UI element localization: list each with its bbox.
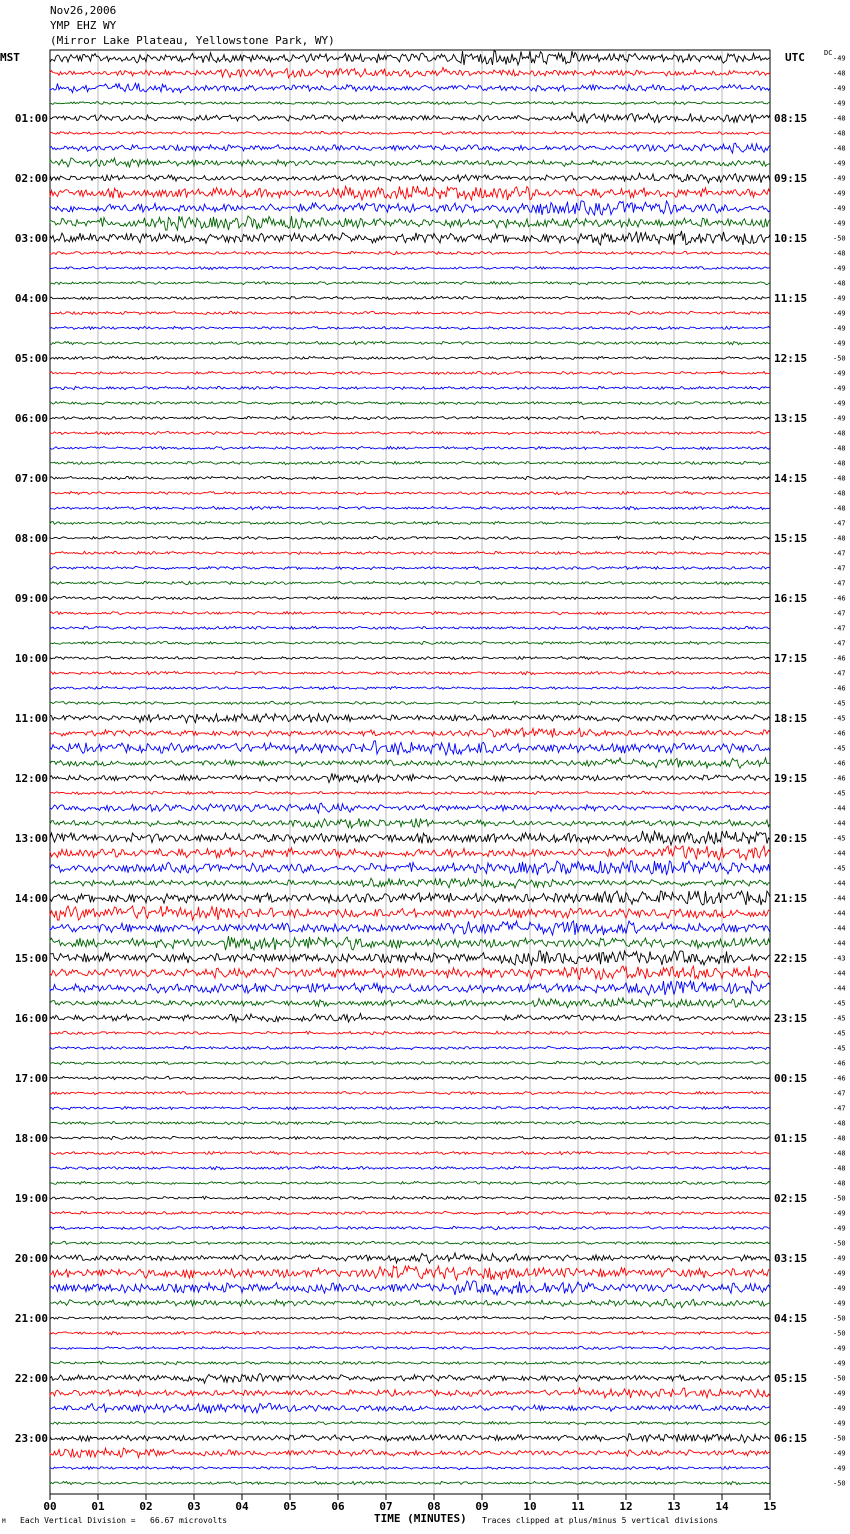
trace-row-30 [50, 491, 770, 494]
trace-row-51 [50, 803, 770, 813]
dc-offset-row-20: -49 [833, 339, 846, 348]
trace-row-44 [50, 701, 770, 704]
dc-offset-row-86: -50 [833, 1329, 846, 1338]
dc-offset-row-87: -49 [833, 1344, 846, 1353]
trace-row-53 [50, 831, 770, 845]
trace-row-81 [50, 1253, 770, 1263]
dc-offset-row-18: -49 [833, 309, 846, 318]
right-hour-label-15: 22:15 [774, 952, 808, 965]
trace-row-6 [50, 131, 770, 134]
dc-offset-row-94: -49 [833, 1449, 846, 1458]
trace-row-96 [50, 1481, 770, 1484]
dc-offset-row-37: -46 [833, 594, 846, 603]
trace-row-17 [50, 296, 770, 299]
trace-row-8 [50, 158, 770, 168]
trace-row-28 [50, 461, 770, 464]
trace-row-1 [50, 51, 770, 65]
dc-offset-row-23: -49 [833, 384, 846, 393]
dc-offset-row-45: -45 [833, 714, 846, 723]
dc-offset-row-2: -48 [833, 69, 846, 78]
trace-row-57 [50, 891, 770, 905]
dc-offset-row-54: -44 [833, 849, 846, 858]
dc-offset-row-14: -48 [833, 249, 846, 258]
left-hour-label-4: 04:00 [14, 292, 48, 305]
x-tick-label-10: 10 [523, 1500, 537, 1513]
trace-row-77 [50, 1196, 770, 1199]
trace-row-14 [50, 251, 770, 254]
dc-offset-row-68: -46 [833, 1059, 846, 1068]
dc-offset-row-83: -49 [833, 1284, 846, 1293]
trace-row-64 [50, 998, 770, 1008]
right-hour-label-11: 18:15 [774, 712, 808, 725]
trace-row-95 [50, 1466, 770, 1469]
scale-note: Each Vertical Division = 66.67 microvolts [20, 1516, 228, 1525]
clip-note: Traces clipped at plus/minus 5 vertical divisions [482, 1516, 719, 1525]
trace-row-89 [50, 1373, 770, 1383]
dc-offset-row-7: -48 [833, 144, 846, 153]
left-hour-label-16: 16:00 [14, 1012, 48, 1025]
dc-offset-row-30: -48 [833, 489, 846, 498]
trace-row-12 [50, 216, 770, 230]
left-hour-label-21: 21:00 [14, 1312, 48, 1325]
trace-row-29 [50, 476, 770, 479]
dc-offset-row-74: -48 [833, 1149, 846, 1158]
trace-row-50 [50, 791, 770, 794]
trace-row-22 [50, 371, 770, 374]
dc-offset-row-65: -45 [833, 1014, 846, 1023]
right-hour-label-19: 02:15 [774, 1192, 808, 1205]
corner-mark: M [2, 1518, 6, 1525]
dc-offset-row-26: -48 [833, 429, 846, 438]
trace-row-20 [50, 341, 770, 344]
dc-offset-row-78: -49 [833, 1209, 846, 1218]
x-tick-label-15: 15 [763, 1500, 777, 1513]
x-tick-label-03: 03 [187, 1500, 201, 1513]
dc-offset-row-33: -48 [833, 534, 846, 543]
right-hour-label-13: 20:15 [774, 832, 808, 845]
dc-offset-row-44: -45 [833, 699, 846, 708]
dc-offset-row-36: -47 [833, 579, 846, 588]
trace-row-62 [50, 966, 770, 980]
right-hour-label-22: 05:15 [774, 1372, 808, 1385]
dc-offset-row-55: -45 [833, 864, 846, 873]
trace-row-58 [50, 906, 770, 920]
trace-row-63 [50, 981, 770, 995]
dc-offset-row-53: -45 [833, 834, 846, 843]
trace-row-7 [50, 143, 770, 153]
dc-offset-row-85: -50 [833, 1314, 846, 1323]
trace-row-56 [50, 878, 770, 888]
trace-row-68 [50, 1061, 770, 1064]
dc-offset-row-80: -50 [833, 1239, 846, 1248]
right-hour-label-18: 01:15 [774, 1132, 808, 1145]
dc-offset-row-50: -45 [833, 789, 846, 798]
trace-row-47 [50, 741, 770, 755]
trace-row-92 [50, 1421, 770, 1424]
station-code: YMP EHZ WY [50, 19, 117, 32]
dc-offset-row-82: -49 [833, 1269, 846, 1278]
left-hour-label-22: 22:00 [14, 1372, 48, 1385]
dc-offset-row-41: -46 [833, 654, 846, 663]
trace-row-40 [50, 641, 770, 644]
x-tick-label-05: 05 [283, 1500, 297, 1513]
dc-offset-row-84: -49 [833, 1299, 846, 1308]
x-tick-label-12: 12 [619, 1500, 633, 1513]
dc-offset-row-48: -46 [833, 759, 846, 768]
left-hour-label-6: 06:00 [14, 412, 48, 425]
trace-row-91 [50, 1403, 770, 1413]
left-hour-label-13: 13:00 [14, 832, 48, 845]
trace-row-73 [50, 1136, 770, 1139]
trace-row-83 [50, 1281, 770, 1295]
x-tick-label-09: 09 [475, 1500, 489, 1513]
dc-offset-row-70: -47 [833, 1089, 846, 1098]
dc-offset-row-46: -46 [833, 729, 846, 738]
dc-offset-row-61: -43 [833, 954, 846, 963]
dc-offset-row-58: -44 [833, 909, 846, 918]
x-tick-label-11: 11 [571, 1500, 585, 1513]
dc-offset-row-34: -47 [833, 549, 846, 558]
left-timezone-label: MST [0, 51, 20, 64]
dc-offset-row-95: -49 [833, 1464, 846, 1473]
x-tick-label-00: 00 [43, 1500, 57, 1513]
dc-offset-row-73: -48 [833, 1134, 846, 1143]
dc-offset-row-4: -49 [833, 99, 846, 108]
dc-offset-row-69: -46 [833, 1074, 846, 1083]
trace-row-72 [50, 1121, 770, 1124]
trace-row-24 [50, 401, 770, 404]
dc-offset-row-64: -45 [833, 999, 846, 1008]
dc-offset-row-76: -48 [833, 1179, 846, 1188]
trace-row-87 [50, 1346, 770, 1349]
left-hour-label-8: 08:00 [14, 532, 48, 545]
dc-offset-row-62: -44 [833, 969, 846, 978]
trace-row-75 [50, 1166, 770, 1169]
trace-row-69 [50, 1076, 770, 1079]
x-tick-label-08: 08 [427, 1500, 441, 1513]
dc-offset-row-56: -44 [833, 879, 846, 888]
dc-offset-row-21: -50 [833, 354, 846, 363]
right-hour-label-10: 17:15 [774, 652, 808, 665]
trace-row-82 [50, 1266, 770, 1280]
trace-row-93 [50, 1434, 770, 1443]
dc-offset-row-96: -50 [833, 1479, 846, 1488]
trace-row-66 [50, 1031, 770, 1034]
trace-row-48 [50, 758, 770, 768]
dc-offset-row-5: -48 [833, 114, 846, 123]
station-location: (Mirror Lake Plateau, Yellowstone Park, WY) [50, 34, 335, 47]
trace-row-71 [50, 1106, 770, 1109]
dc-offset-row-72: -48 [833, 1119, 846, 1128]
trace-row-19 [50, 326, 770, 329]
plot-date: Nov26,2006 [50, 4, 117, 17]
right-timezone-label: UTC [785, 51, 805, 64]
x-axis-title: TIME (MINUTES) [374, 1512, 467, 1525]
trace-row-23 [50, 386, 770, 389]
trace-row-3 [50, 83, 770, 92]
trace-row-45 [50, 714, 770, 723]
dc-offset-row-13: -50 [833, 234, 846, 243]
dc-offset-row-10: -49 [833, 189, 846, 198]
trace-row-43 [50, 686, 770, 689]
dc-offset-row-3: -49 [833, 84, 846, 93]
dc-offset-row-47: -45 [833, 744, 846, 753]
dc-offset-row-40: -47 [833, 639, 846, 648]
trace-row-42 [50, 671, 770, 674]
right-hour-label-9: 16:15 [774, 592, 808, 605]
dc-offset-row-59: -44 [833, 924, 846, 933]
right-hour-label-12: 19:15 [774, 772, 808, 785]
left-hour-label-20: 20:00 [14, 1252, 48, 1265]
left-hour-label-15: 15:00 [14, 952, 48, 965]
trace-row-52 [50, 818, 770, 828]
dc-offset-row-15: -49 [833, 264, 846, 273]
dc-offset-row-6: -48 [833, 129, 846, 138]
dc-offset-row-79: -49 [833, 1224, 846, 1233]
dc-offset-row-9: -49 [833, 174, 846, 183]
right-hour-label-23: 06:15 [774, 1432, 808, 1445]
trace-row-94 [50, 1448, 770, 1458]
trace-row-9 [50, 173, 770, 183]
x-tick-label-13: 13 [667, 1500, 681, 1513]
x-tick-label-06: 06 [331, 1500, 345, 1513]
dc-offset-row-66: -45 [833, 1029, 846, 1038]
trace-row-55 [50, 861, 770, 875]
dc-offset-row-51: -44 [833, 804, 846, 813]
dc-offset-row-29: -48 [833, 474, 846, 483]
trace-row-13 [50, 231, 770, 245]
dc-offset-row-71: -47 [833, 1104, 846, 1113]
dc-offset-row-92: -49 [833, 1419, 846, 1428]
dc-offset-row-11: -49 [833, 204, 846, 213]
left-hour-label-9: 09:00 [14, 592, 48, 605]
x-tick-label-14: 14 [715, 1500, 729, 1513]
trace-row-26 [50, 432, 770, 435]
trace-row-54 [50, 846, 770, 860]
trace-row-32 [50, 521, 770, 524]
dc-offset-row-77: -50 [833, 1194, 846, 1203]
dc-offset-row-57: -44 [833, 894, 846, 903]
left-hour-label-14: 14:00 [14, 892, 48, 905]
trace-row-18 [50, 311, 770, 314]
trace-row-21 [50, 356, 770, 359]
dc-offset-row-19: -49 [833, 324, 846, 333]
trace-row-38 [50, 611, 770, 614]
trace-row-79 [50, 1226, 770, 1229]
left-hour-label-2: 02:00 [14, 172, 48, 185]
dc-offset-row-75: -48 [833, 1164, 846, 1173]
left-hour-label-10: 10:00 [14, 652, 48, 665]
right-hour-label-4: 11:15 [774, 292, 808, 305]
left-hour-label-12: 12:00 [14, 772, 48, 785]
trace-row-67 [50, 1046, 770, 1049]
trace-row-85 [50, 1316, 770, 1319]
right-hour-label-8: 15:15 [774, 532, 808, 545]
trace-row-27 [50, 446, 770, 449]
dc-offset-row-67: -45 [833, 1044, 846, 1053]
dc-offset-row-60: -44 [833, 939, 846, 948]
trace-row-31 [50, 506, 770, 509]
dc-offset-row-17: -49 [833, 294, 846, 303]
trace-row-88 [50, 1361, 770, 1364]
left-hour-label-17: 17:00 [14, 1072, 48, 1085]
dc-offset-row-28: -48 [833, 459, 846, 468]
dc-offset-row-39: -47 [833, 624, 846, 633]
right-hour-label-3: 10:15 [774, 232, 808, 245]
trace-row-10 [50, 186, 770, 200]
dc-offset-row-81: -49 [833, 1254, 846, 1263]
trace-row-2 [50, 68, 770, 78]
dc-offset-row-27: -48 [833, 444, 846, 453]
right-hour-label-17: 00:15 [774, 1072, 808, 1085]
right-hour-label-7: 14:15 [774, 472, 808, 485]
dc-offset-row-32: -47 [833, 519, 846, 528]
dc-offset-row-43: -46 [833, 684, 846, 693]
x-tick-label-07: 07 [379, 1500, 393, 1513]
left-hour-label-23: 23:00 [14, 1432, 48, 1445]
trace-row-60 [50, 936, 770, 950]
right-hour-label-1: 08:15 [774, 112, 808, 125]
dc-offset-row-90: -49 [833, 1389, 846, 1398]
trace-row-36 [50, 581, 770, 584]
trace-row-46 [50, 728, 770, 738]
trace-row-86 [50, 1331, 770, 1334]
dc-offset-row-12: -49 [833, 219, 846, 228]
dc-offset-header: DC [824, 49, 833, 57]
left-hour-label-11: 11:00 [14, 712, 48, 725]
dc-offset-row-91: -49 [833, 1404, 846, 1413]
right-hour-label-14: 21:15 [774, 892, 808, 905]
x-tick-label-01: 01 [91, 1500, 105, 1513]
trace-row-15 [50, 267, 770, 270]
dc-offset-row-8: -49 [833, 159, 846, 168]
trace-row-4 [50, 101, 770, 104]
trace-row-59 [50, 921, 770, 935]
right-hour-label-20: 03:15 [774, 1252, 808, 1265]
dc-offset-row-89: -50 [833, 1374, 846, 1383]
trace-row-76 [50, 1181, 770, 1184]
right-hour-label-16: 23:15 [774, 1012, 808, 1025]
dc-offset-row-49: -46 [833, 774, 846, 783]
trace-row-34 [50, 551, 770, 554]
left-hour-label-5: 05:00 [14, 352, 48, 365]
trace-row-25 [50, 416, 770, 419]
trace-row-80 [50, 1241, 770, 1244]
trace-row-90 [50, 1388, 770, 1398]
left-hour-label-19: 19:00 [14, 1192, 48, 1205]
trace-row-39 [50, 626, 770, 629]
left-hour-label-1: 01:00 [14, 112, 48, 125]
trace-row-35 [50, 566, 770, 569]
right-hour-label-6: 13:15 [774, 412, 808, 425]
dc-offset-row-25: -49 [833, 414, 846, 423]
dc-offset-row-93: -50 [833, 1434, 846, 1443]
trace-row-33 [50, 536, 770, 539]
trace-row-74 [50, 1151, 770, 1154]
dc-offset-row-88: -49 [833, 1359, 846, 1368]
left-hour-label-3: 03:00 [14, 232, 48, 245]
trace-row-78 [50, 1211, 770, 1214]
dc-offset-row-42: -47 [833, 669, 846, 678]
x-tick-label-04: 04 [235, 1500, 249, 1513]
left-hour-label-7: 07:00 [14, 472, 48, 485]
dc-offset-row-1: -49 [833, 54, 846, 63]
dc-offset-row-35: -47 [833, 564, 846, 573]
trace-row-16 [50, 281, 770, 284]
trace-row-61 [50, 951, 770, 965]
x-tick-label-02: 02 [139, 1500, 153, 1513]
trace-row-65 [50, 1014, 770, 1023]
trace-row-49 [50, 773, 770, 782]
dc-offset-row-38: -47 [833, 609, 846, 618]
dc-offset-row-24: -49 [833, 399, 846, 408]
trace-row-37 [50, 596, 770, 599]
right-hour-label-2: 09:15 [774, 172, 808, 185]
trace-row-41 [50, 657, 770, 660]
right-hour-label-21: 04:15 [774, 1312, 808, 1325]
dc-offset-row-63: -44 [833, 984, 846, 993]
trace-row-5 [50, 113, 770, 123]
dc-offset-row-16: -48 [833, 279, 846, 288]
dc-offset-row-31: -48 [833, 504, 846, 513]
dc-offset-row-52: -44 [833, 819, 846, 828]
left-hour-label-18: 18:00 [14, 1132, 48, 1145]
trace-row-11 [50, 201, 770, 215]
trace-row-70 [50, 1091, 770, 1094]
right-hour-label-5: 12:15 [774, 352, 808, 365]
trace-row-84 [50, 1299, 770, 1308]
dc-offset-row-22: -49 [833, 369, 846, 378]
